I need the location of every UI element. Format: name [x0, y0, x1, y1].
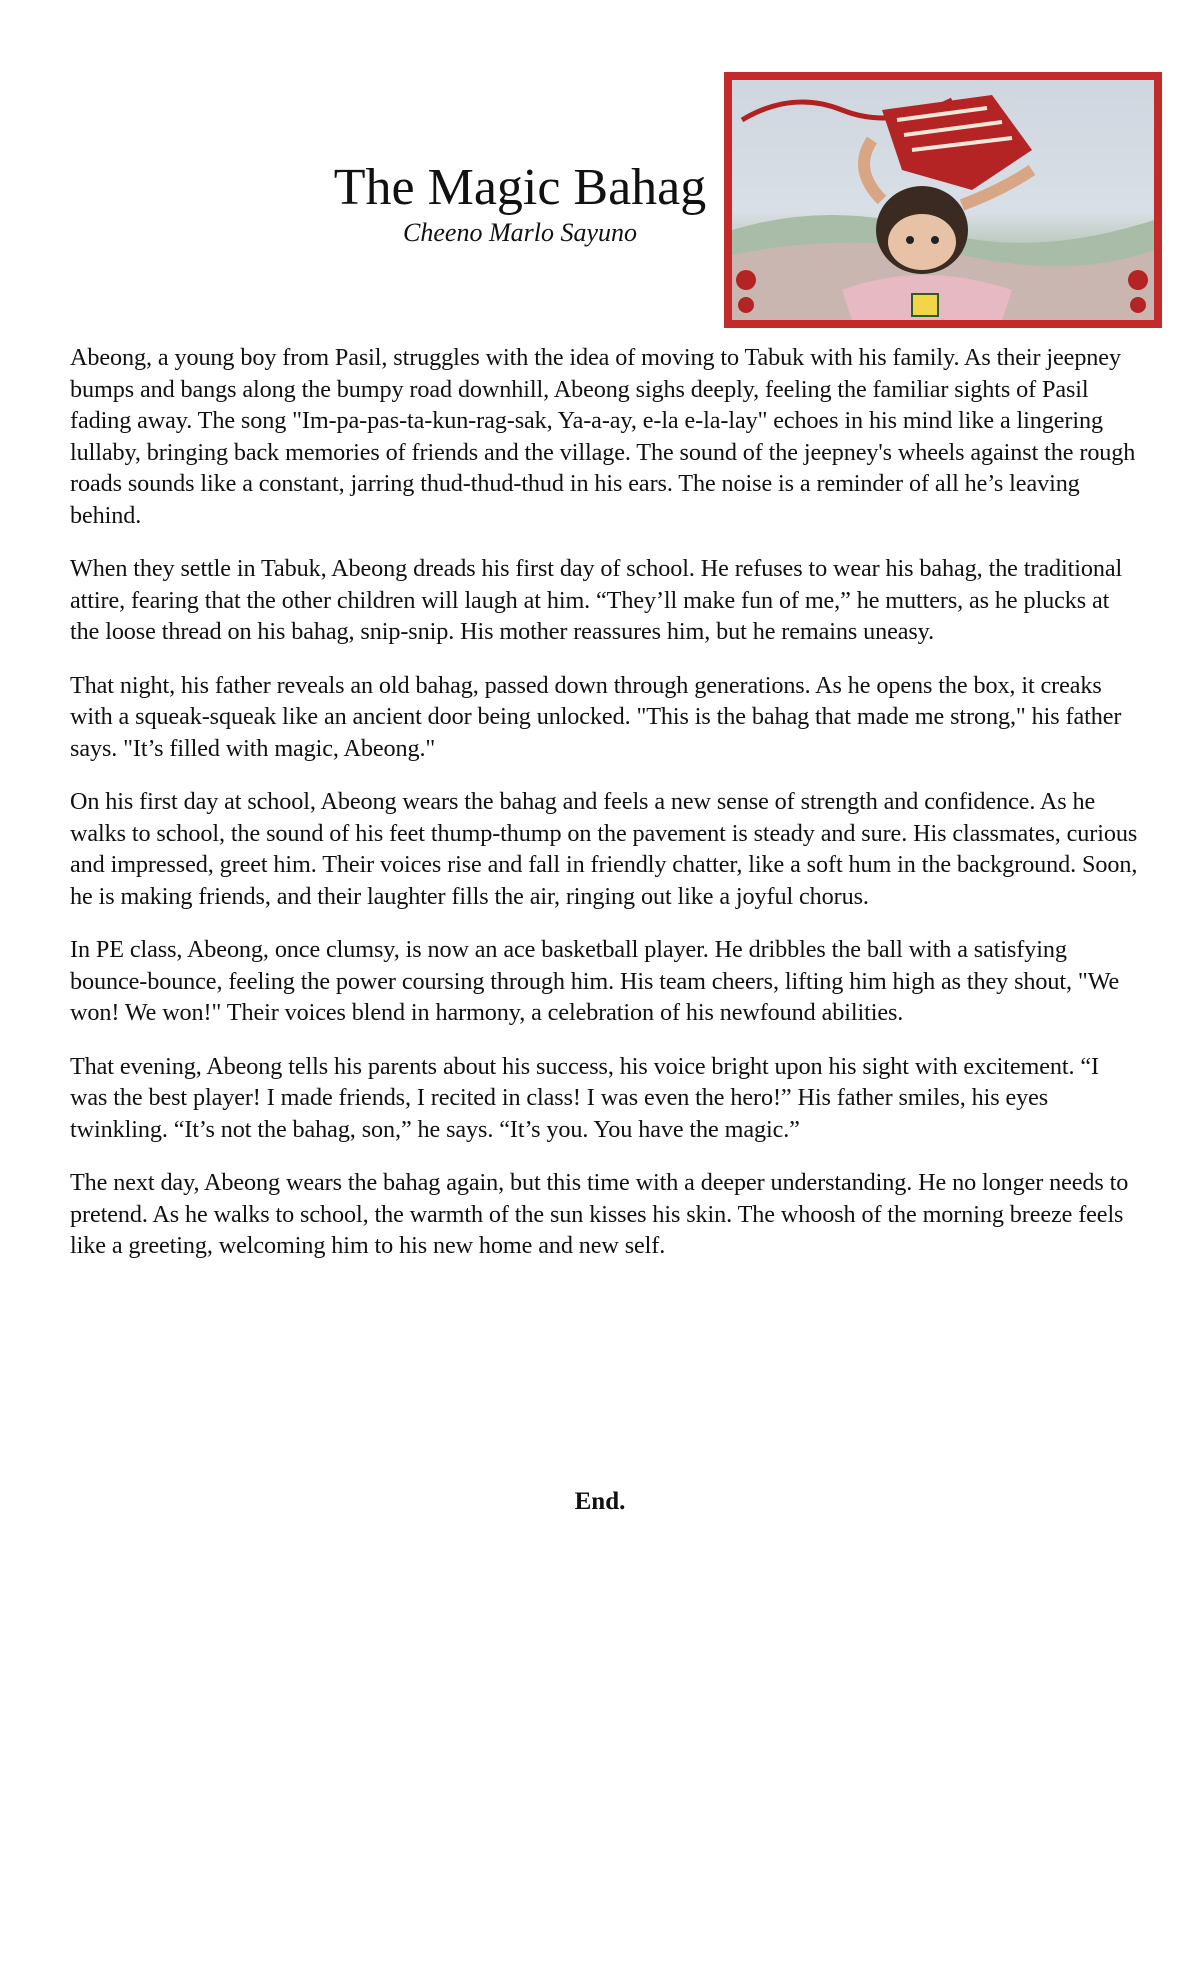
cover-art	[732, 80, 1154, 320]
page-title: The Magic Bahag	[333, 159, 707, 216]
end-marker: End.	[574, 1488, 626, 1515]
book-cover-image	[724, 72, 1162, 328]
story-paragraph-1: Abeong, a young boy from Pasil, struggles with the idea of moving to Tabuk with his family. As their jeepney bumps and bangs along the bumpy road downhill, Abeong sighs deeply, feeling the familiar sights of Pasil fading away. The song "Im-pa-pas-ta-kun-rag-sak, Ya-a-ay, e-la e-la-lay" echoes in his mind like a lingering lullaby, bringing back memories of friends and the village. The sound of the jeepney's wheels against the rough roads sounds like a constant, jarring thud-thud-thud in his ears. The noise is a reminder of all he’s leaving behind.	[70, 344, 1136, 529]
cover-illustration	[732, 80, 1154, 320]
story-paragraph-4: On his first day at school, Abeong wears the bahag and feels a new sense of strength and confidence. As he walks to school, the sound of his feet thump-thump on the pavement is steady and sure. His classmates, curious and impressed, greet him. Their voices rise and fall in friendly chatter, like a soft hum in the background. Soon, he is making friends, and their laughter fills the air, ringing out like a joyful chorus.	[70, 788, 1138, 910]
author-byline: Cheeno Marlo Sayuno	[403, 218, 637, 247]
title-block	[300, 158, 740, 248]
story-paragraph-3: That night, his father reveals an old bahag, passed down through generations. As he opens the box, it creaks with a squeak-squeak like an ancient door being unlocked. "This is the bahag that made me strong," his father says. "It’s filled with magic, Abeong."	[70, 671, 1122, 762]
story-body	[70, 342, 1140, 1284]
story-paragraph-7: The next day, Abeong wears the bahag again, but this time with a deeper understanding. He no longer needs to pretend. As he walks to school, the warmth of the sun kisses his skin. The whoosh of the morning breeze feels like a greeting, welcoming him to his new home and new self.	[70, 1169, 1129, 1259]
story-paragraph-5: In PE class, Abeong, once clumsy, is now an ace basketball player. He dribbles the ball with a satisfying bounce-bounce, feeling the power coursing through him. His team cheers, lifting him high as they shout, "We won! We won!" Their voices blend in harmony, a celebration of his newfound abilities.	[70, 936, 1120, 1026]
story-paragraph-2: When they settle in Tabuk, Abeong dreads his first day of school. He refuses to wear his bahag, the traditional attire, fearing that the other children will laugh at him. “They’ll make fun of me,” he mutters, as he plucks at the loose thread on his bahag, snip-snip. His mother reassures him, but he remains uneasy.	[70, 555, 1123, 645]
story-paragraph-6: That evening, Abeong tells his parents about his success, his voice bright upon his sight with excitement. “I was the best player! I made friends, I recited in class! I was even the hero!” His father smiles, his eyes twinkling. “It’s not the bahag, son,” he says. “It’s you. You have the magic.”	[70, 1052, 1099, 1143]
